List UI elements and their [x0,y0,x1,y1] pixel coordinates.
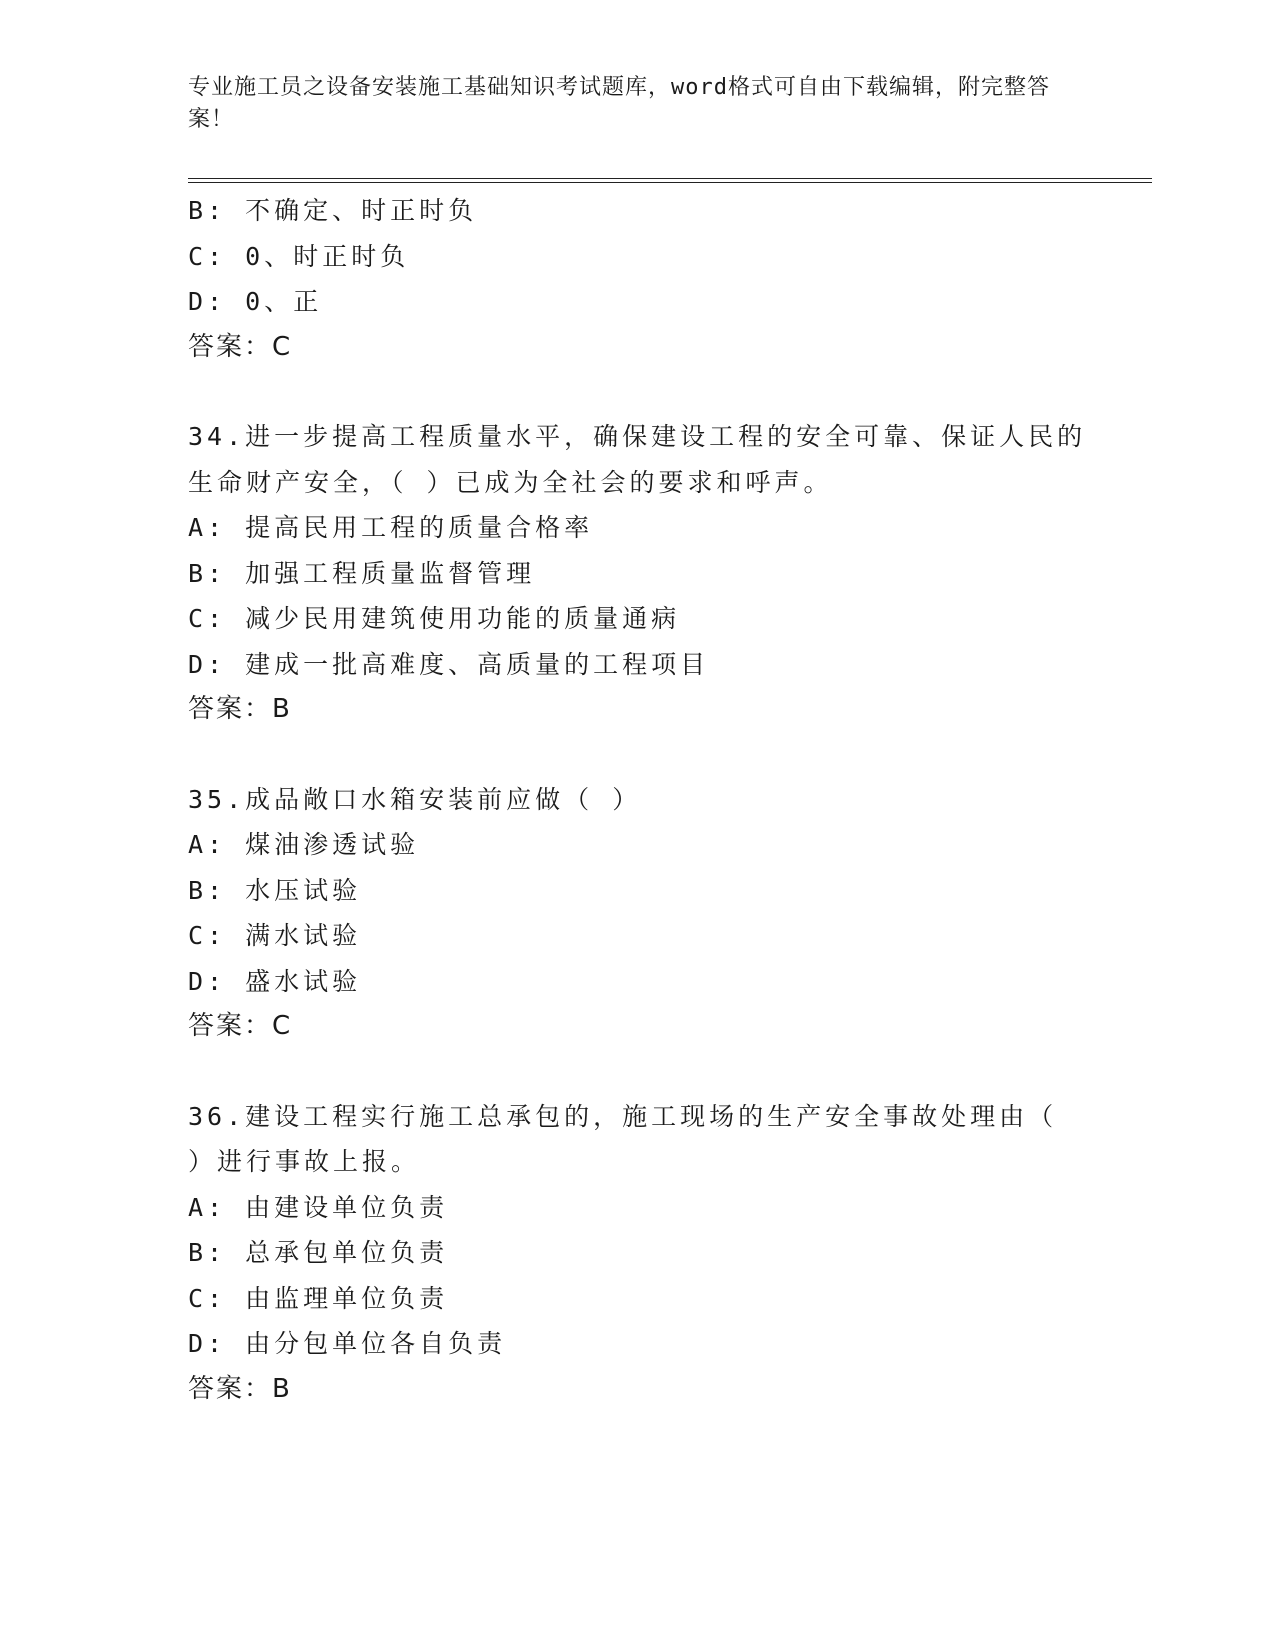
option-c: C: 由监理单位负责 [188,1283,449,1313]
question-36 [188,1094,1088,1413]
option-d: D: 0、正 [188,287,323,316]
option-c: C: 减少民用建筑使用功能的质量通病 [188,604,681,633]
option-d: D: 由分包单位各自负责 [188,1329,507,1358]
option-c: C: 满水试验 [188,921,362,950]
previous-question-block [188,188,1088,370]
document-header [188,72,1068,136]
answer-line: 答案：B [188,694,292,724]
spacer [188,733,1088,777]
question-stem: 36.建设工程实行施工总承包的，施工现场的生产安全事故处理由（ [188,1101,1058,1131]
question-stem: 34.进一步提高工程质量水平，确保建设工程的安全可靠、保证人民的 [188,422,1087,451]
option-b: B: 水压试验 [188,875,362,905]
header-rule-bottom [188,182,1152,183]
option-c: C: 0、时正时负 [188,241,410,271]
option-a: A: 提高民用工程的质量合格率 [188,513,594,542]
header-text: 专业施工员之设备安装施工基础知识考试题库，word格式可自由下载编辑，附完整答案！ [188,75,1050,132]
option-d: D: 建成一批高难度、高质量的工程项目 [188,649,710,679]
answer-line: 答案：C [188,331,293,362]
question-list [188,188,1088,1412]
option-b: B: 总承包单位负责 [188,1238,449,1267]
answer-line: 答案：B [188,1373,292,1404]
option-a: A: 煤油渗透试验 [188,830,420,859]
option-b: B: 不确定、时正时负 [188,196,478,225]
question-stem-continued: 生命财产安全，（ ）已成为全社会的要求和呼声。 [188,467,833,497]
spacer [188,1050,1088,1094]
question-stem: 35.成品敞口水箱安装前应做（ ） [188,784,642,814]
spacer [188,370,1088,414]
answer-line: 答案：C [188,1011,293,1041]
header-rule-top [188,178,1152,179]
question-35 [188,777,1088,1050]
question-34 [188,414,1088,733]
option-d: D: 盛水试验 [188,966,362,996]
option-b: B: 加强工程质量监督管理 [188,558,536,588]
question-stem-continued: ）进行事故上报。 [188,1147,421,1176]
option-a: A: 由建设单位负责 [188,1192,449,1222]
